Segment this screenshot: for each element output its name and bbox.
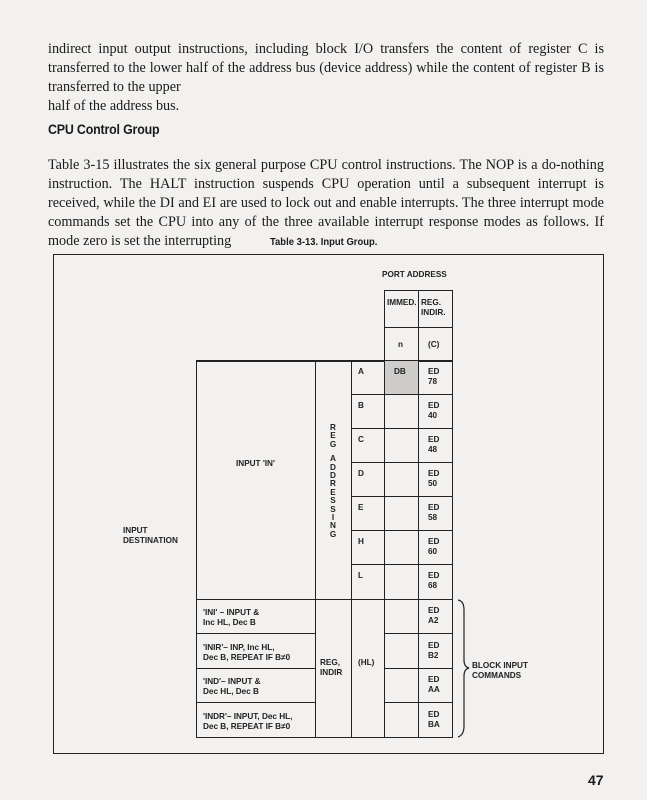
grid-line <box>196 360 197 738</box>
page-number: 47 <box>588 772 604 788</box>
reg-addressing-letter: S <box>330 504 336 514</box>
opcode-byte-1: ED <box>428 606 440 615</box>
cpu-control-paragraph: Table 3-15 illustrates the six general purpose CPU control instructions. The NOP is a do-nothing instruction. The HALT instruction suspends CPU operation until a subsequent interrupt is received, while the DI and EI are used to lock out and enable interrupts. The three interrupt mode commands set the CPU into any of the three available interrupt response modes as follows. If mode zero is set the interrupting <box>48 157 604 249</box>
opcode-byte-2: AA <box>428 685 440 694</box>
grid-line <box>351 428 453 429</box>
reg-addressing-letter: A <box>330 454 336 464</box>
opcode-byte-1: ED <box>428 537 440 546</box>
immed-operand: n <box>398 340 404 349</box>
block-addressing-label: REG, INDIR <box>320 658 343 677</box>
block-instruction-desc: 'IND'– INPUT & <box>203 677 261 686</box>
grid-line <box>196 599 453 600</box>
reg-addressing-letter: E <box>330 487 336 497</box>
reg-addressing-letter: E <box>330 431 336 441</box>
opcode-byte-2: 50 <box>428 479 438 488</box>
opcode-byte-1: ED <box>428 435 440 444</box>
block-instruction-desc: 'INIR'– INP, Inc HL, <box>203 642 275 652</box>
reg-addressing-letter: I <box>331 512 335 522</box>
opcode-byte-2: 60 <box>428 547 438 556</box>
input-destination-label: INPUT DESTINATION <box>123 526 178 545</box>
grid-line <box>351 360 352 738</box>
block-instruction-desc: Dec B, REPEAT IF B≠0 <box>203 721 291 731</box>
grid-line <box>418 290 419 738</box>
reg-addressing-letter: D <box>330 470 336 480</box>
grid-line <box>452 290 453 738</box>
opcode-byte-2: B2 <box>428 650 439 660</box>
col-immed-header: IMMED. <box>387 298 417 307</box>
intro-paragraph: indirect input output instructions, including block I/O transfers the content of register C is transferred to the lower half of the address bus (device address) while the content of register B is transferred to the upper half of the address bus. <box>48 41 604 114</box>
shaded-cell <box>385 361 418 394</box>
reg-addressing-letter: N <box>330 521 336 531</box>
input-in-label: INPUT 'IN' <box>236 459 275 468</box>
reg-addressing-letter: S <box>330 496 336 506</box>
opcode-byte-2: 48 <box>428 445 438 454</box>
grid-line <box>384 668 453 669</box>
reg-addressing-letter: D <box>330 462 336 472</box>
opcode-byte-1: ED <box>428 571 440 580</box>
opcode-byte-1: ED <box>428 675 440 684</box>
reg-addressing-letter: R <box>330 479 336 489</box>
col-reg-indir-header: REG. INDIR. <box>421 298 446 317</box>
opcode-byte-2: 78 <box>428 377 438 386</box>
reg-indir-operand: (C) <box>428 340 440 349</box>
opcode-byte-2: BA <box>428 719 440 729</box>
block-input-commands-label: BLOCK INPUT COMMANDS <box>472 661 528 680</box>
opcode-byte-1: ED <box>428 469 440 478</box>
grid-line <box>351 530 453 531</box>
grid-line <box>196 633 316 634</box>
block-instruction-desc: Dec B, REPEAT IF B≠0 <box>203 652 291 662</box>
grid-line <box>351 462 453 463</box>
opcode-byte-1: ED <box>428 401 440 410</box>
grid-line <box>196 702 316 703</box>
section-heading: CPU Control Group <box>48 122 160 137</box>
register-name: B <box>358 401 364 410</box>
reg-addressing-letter: G <box>329 439 337 449</box>
reg-addressing-letter: G <box>329 529 337 539</box>
register-name: H <box>358 537 364 546</box>
block-instruction-desc: 'INI' – INPUT & <box>203 608 260 617</box>
opcode-byte-2: 58 <box>428 513 438 522</box>
table-caption: Table 3-13. Input Group. <box>269 236 378 248</box>
grid-line <box>384 633 453 634</box>
opcode-byte-2: 68 <box>428 581 438 590</box>
grid-line <box>384 290 385 738</box>
immed-opcode: DB <box>394 367 406 376</box>
opcode-byte-2: 40 <box>428 411 438 420</box>
grid-line <box>351 564 453 565</box>
block-instruction-desc: 'INDR'– INPUT, Dec HL, <box>203 711 293 721</box>
reg-addressing-letter: R <box>330 423 336 432</box>
opcode-byte-1: ED <box>428 367 440 376</box>
grid-line <box>351 394 453 395</box>
reg-addressing-label <box>327 424 339 539</box>
grid-line <box>196 737 453 738</box>
grid-line <box>196 668 316 669</box>
opcode-byte-2: A2 <box>428 616 439 625</box>
grid-line <box>315 360 316 738</box>
port-address-label: PORT ADDRESS <box>382 270 447 279</box>
block-instruction-desc: Dec HL, Dec B <box>203 687 259 696</box>
block-instruction-desc: Inc HL, Dec B <box>203 618 256 627</box>
register-name: L <box>358 571 364 580</box>
opcode-byte-1: ED <box>428 640 440 650</box>
block-register-label: (HL) <box>358 658 375 667</box>
register-name: A <box>358 367 364 376</box>
grid-line <box>384 702 453 703</box>
grid-line <box>351 496 453 497</box>
register-name: E <box>358 503 364 512</box>
opcode-byte-1: ED <box>428 503 440 512</box>
register-name: C <box>358 435 364 444</box>
register-name: D <box>358 469 364 478</box>
opcode-byte-1: ED <box>428 709 440 719</box>
